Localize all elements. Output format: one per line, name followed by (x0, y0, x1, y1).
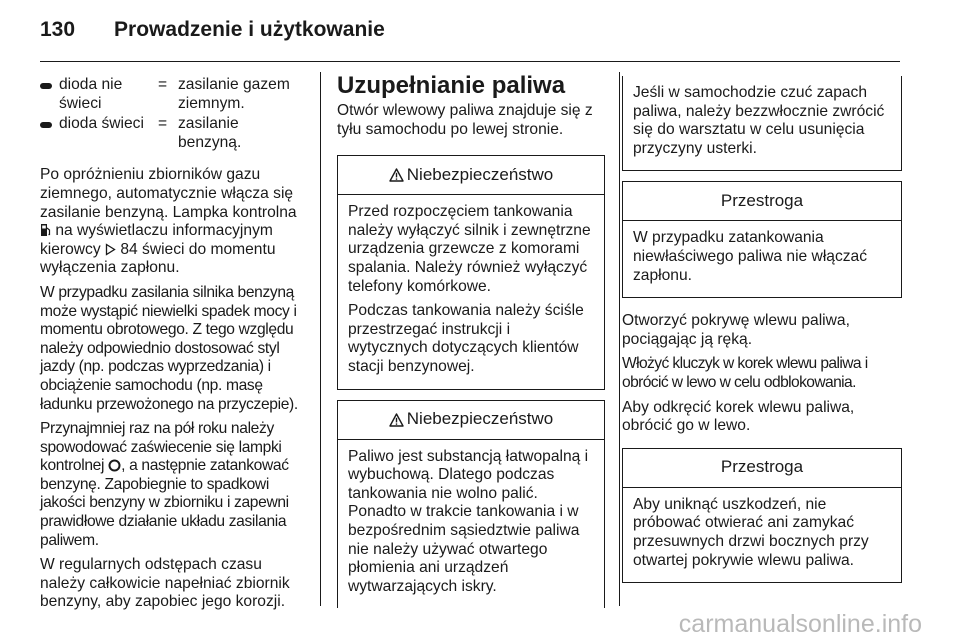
paragraph-half-year: Przynajmniej raz na pół roku należy spowodować zaświecenie się lampki kontrolnej , a następnie zatankować benzynę. Zapobiegnie to spadkowi jakości benzyny w zbiorniku i zapewni prawidłowe działanie układu zasilania paliwem. (40, 420, 289, 549)
danger-box (337, 400, 605, 609)
led-dash-icon (40, 122, 52, 128)
danger-heading: Niebezpieczeństwo (406, 409, 554, 429)
column-1 (40, 76, 306, 618)
caution-box-header (623, 449, 901, 488)
paragraph-unscrew-cap: Aby odkręcić korek wlewu paliwa, obrócić go w lewo. (622, 398, 855, 435)
caution-box-body: Aby uniknąć uszkodzeń, nie próbować otwierać ani zamykać przesuwnych drzwi bocznych przy otwartej pokrywie wlewu paliwa. (633, 495, 869, 569)
legend-state: dioda nie świeci (59, 76, 123, 112)
legend-equals: = (158, 115, 168, 133)
caution-heading: Przestroga (720, 191, 804, 211)
paragraph-open-flap: Otworzyć pokrywę wlewu paliwa, pociągając ją ręką. (622, 312, 850, 348)
paragraph-fuel-switch: Po opróżnieniu zbiorników gazu ziemnego, automatycznie włącza się zasilanie benzyną. Lampka kontrolna na wyświetlaczu informacyjnym kierowcy 84 świeci do momentu wyłączenia zapłonu. (40, 166, 297, 277)
caution-box (622, 181, 902, 298)
column-divider (320, 72, 321, 606)
column-3 (622, 76, 902, 593)
paragraph-corrosion: W regularnych odstępach czasu należy całkowicie napełniać zbiornik benzyny, aby zapobiec jego korozji. (40, 556, 290, 611)
legend-state: dioda świeci (59, 115, 144, 133)
danger-box-header (338, 156, 604, 195)
column-divider (619, 72, 620, 606)
caution-box-header (623, 182, 901, 221)
caution-box-body: W przypadku zatankowania niewłaściwego paliwa nie włączać zapłonu. (633, 229, 868, 284)
intro-paragraph: Otwór wlewowy paliwa znajduje się z tyłu samochodu po lewej stronie. (337, 102, 593, 138)
danger-box (337, 155, 605, 389)
legend-row (40, 115, 306, 152)
danger-box-body: Przed rozpoczęciem tankowania należy wyłączyć silnik i zewnętrzne urządzenia grzewcze z komorami spalania. Należy również wyłączyć telefony komórkowe. Podczas tankowania należy ściśle przestrzegać instrukcji i wytycznych dotyczących klientów stacji benzynowej. (348, 203, 591, 375)
caution-heading: Przestroga (720, 457, 804, 477)
paragraph-insert-key: Włożyć kluczyk w korek wlewu paliwa i obrócić w lewo w celu odblokowania. (622, 355, 868, 391)
legend-meaning: zasilanie gazem ziemnym. (178, 76, 290, 112)
page-header (40, 18, 385, 48)
page-title: Prowadzenie i użytkowanie (114, 18, 385, 41)
led-dash-icon (40, 83, 52, 89)
watermark: carmanualsonline.info (678, 610, 922, 638)
danger-heading: Niebezpieczeństwo (406, 164, 554, 184)
fuel-pump-icon (40, 223, 51, 237)
legend-row (40, 76, 306, 113)
column-2 (337, 72, 605, 618)
section-title: Uzupełnianie paliwa (337, 72, 566, 99)
page-number: 130 (40, 18, 76, 41)
warning-triangle-icon (389, 413, 404, 427)
legend-equals: = (158, 76, 168, 93)
danger-box-header (338, 401, 604, 440)
paragraph-power-loss: W przypadku zasilania silnika benzyną może wystąpić niewielki spadek mocy i momentu obrotowego. Z tego względu należy odpowiednio dostosować styl jazdy (np. podczas wyprzedzania) i obciążenie samochodu (np. masę ładunku przewożonego na przyczepie). (40, 283, 298, 413)
indicator-legend (40, 76, 306, 152)
cng-indicator-icon (108, 459, 121, 472)
caution-box (622, 448, 902, 583)
header-rule (40, 61, 900, 62)
continued-box (622, 76, 902, 171)
page-ref-arrow-icon (105, 243, 116, 256)
danger-box-body: Paliwo jest substancją łatwopalną i wybuchową. Dlatego podczas tankowania nie wolno palić. Ponadto w trakcie tankowania i w bezpośrednim sąsiedztwie paliwa nie należy używać otwartego płomienia ani urządzeń wytwarzających iskry. (348, 447, 589, 595)
warning-triangle-icon (389, 168, 404, 182)
continued-box-body: Jeśli w samochodzie czuć zapach paliwa, należy bezzwłocznie zwrócić się do warsztatu w celu usunięcia przyczyny usterki. (633, 84, 885, 157)
legend-meaning: zasilanie benzyną. (178, 115, 242, 151)
